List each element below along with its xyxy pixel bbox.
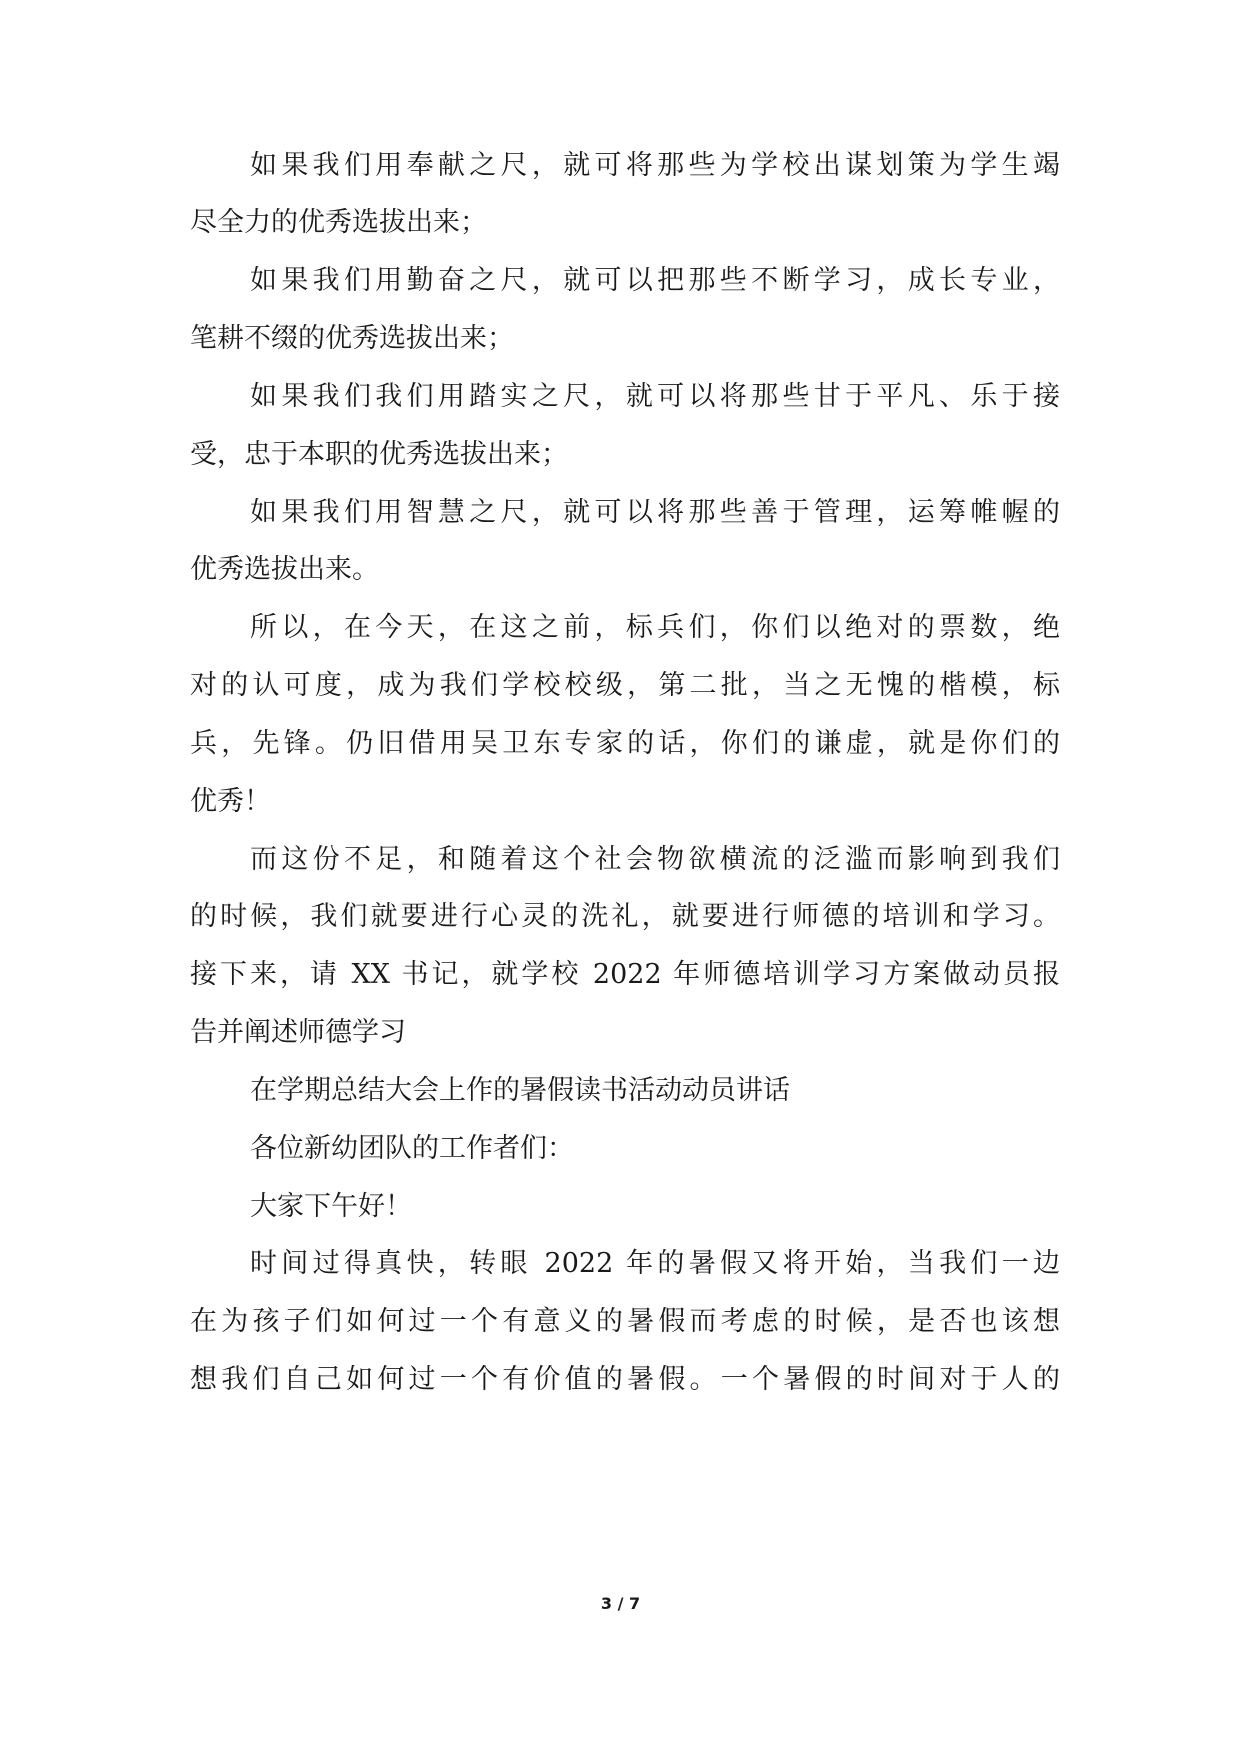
- text-line: 优秀选拔出来。: [190, 554, 379, 585]
- text-line: 尽全力的优秀选拔出来；: [190, 207, 487, 238]
- text-line: 而这份不足，和随着这个社会物欲横流的泛滥而影响到我们: [250, 844, 1060, 875]
- text-line: 想我们自己如何过一个有价值的暑假。一个暑假的时间对于人的: [190, 1364, 1060, 1395]
- text-line: 如果我们用奉献之尺，就可将那些为学校出谋划策为学生竭: [250, 150, 1060, 181]
- text-line: 如果我们用勤奋之尺，就可以把那些不断学习，成长专业，: [250, 265, 1060, 296]
- text-line: 接下来，请 XX 书记，就学校 2022 年师德培训学习方案做动员报: [190, 959, 1060, 990]
- text-line: 兵，先锋。仍旧借用吴卫东专家的话，你们的谦虚，就是你们的: [190, 728, 1060, 759]
- text-line: 所以，在今天，在这之前，标兵们，你们以绝对的票数，绝: [250, 612, 1060, 643]
- page-number: 3 / 7: [600, 1594, 641, 1613]
- text-line: 如果我们我们用踏实之尺，就可以将那些甘于平凡、乐于接: [250, 381, 1060, 412]
- text-line: 在为孩子们如何过一个有意义的暑假而考虑的时候，是否也该想: [190, 1306, 1060, 1337]
- text-line: 告并阐述师德学习: [190, 1017, 406, 1048]
- text-line: 大家下午好！: [250, 1191, 412, 1222]
- text-line: 受，忠于本职的优秀选拔出来；: [190, 439, 568, 470]
- text-line: 在学期总结大会上作的暑假读书活动动员讲话: [250, 1075, 790, 1106]
- text-line: 优秀！: [190, 786, 271, 817]
- text-line: 的时候，我们就要进行心灵的洗礼，就要进行师德的培训和学习。: [190, 901, 1060, 932]
- text-line: 如果我们用智慧之尺，就可以将那些善于管理，运筹帷幄的: [250, 497, 1060, 528]
- text-line: 时间过得真快，转眼 2022 年的暑假又将开始，当我们一边: [250, 1248, 1060, 1279]
- text-line: 笔耕不缀的优秀选拔出来；: [190, 323, 514, 354]
- text-line: 对的认可度，成为我们学校校级，第二批，当之无愧的楷模，标: [190, 670, 1060, 701]
- text-line: 各位新幼团队的工作者们：: [250, 1133, 574, 1164]
